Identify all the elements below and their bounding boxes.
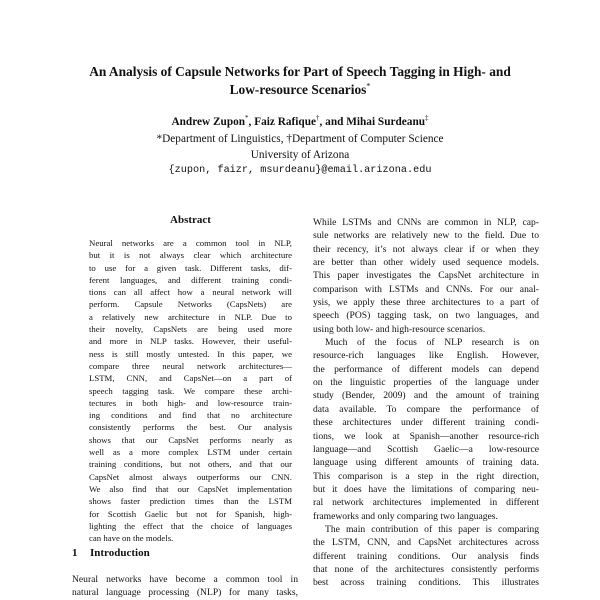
body-text-line: sule networks are relatively new to the field. Due to — [313, 230, 539, 242]
body-text-line: comparison with LSTMs and CNNs. For our anal- — [313, 283, 539, 295]
body-text-line: The main contribution of this paper is comparing — [325, 523, 539, 535]
body-text-line: the performance of different models can depend — [313, 363, 539, 375]
affiliation-line-1: *Department of Linguistics, †Department of Computer Science — [156, 133, 444, 145]
abstract-text-line: well as a more complex LSTM under certain — [89, 447, 292, 458]
section-number: 1 — [72, 547, 78, 559]
section-title: Introduction — [90, 547, 150, 559]
author-separator-1: , — [248, 116, 255, 128]
author-emails: {zupon, faizr, msurdeanu}@email.arizona.edu — [168, 165, 432, 176]
author-3-mark: ‡ — [425, 114, 429, 123]
affiliations — [60, 131, 540, 179]
body-text-line: are better than other widely used sequence models. — [313, 257, 539, 269]
abstract-heading: Abstract — [170, 214, 211, 226]
abstract-text-line: ness is still mostly untested. In this paper, we — [89, 348, 292, 359]
body-text-line: ral network architectures implemented in different — [313, 497, 539, 509]
abstract-text-line: tions can all affect how a neural network will — [89, 287, 292, 298]
abstract-text-line: speech tagging task. We compare these archi- — [89, 385, 292, 396]
abstract-text-line: shows that our CapsNet performs nearly as — [89, 434, 292, 445]
abstract-text-line: perform. Capsule Networks (CapsNets) are — [89, 299, 292, 310]
body-text-line: different training conditions. Our analysis finds — [313, 550, 539, 562]
body-text-line: While LSTMs and CNNs are common in NLP, cap- — [313, 217, 539, 228]
abstract-text-line: tectures in both high- and low-resource train- — [89, 397, 292, 408]
abstract-text-line: their novelty, CapsNets are being used more — [89, 324, 292, 335]
affiliation-line-2: University of Arizona — [250, 149, 350, 161]
abstract-text-line: ing conditions and find that no architecture — [89, 410, 292, 421]
author-2: Faiz Rafique — [254, 116, 317, 128]
abstract-text-line: ferent languages, and different training condi- — [89, 274, 292, 285]
body-text-line: data available. To compare the performance of — [313, 403, 539, 415]
abstract-body — [89, 237, 292, 544]
title-line-2-text: Low-resource Scenarios — [229, 82, 367, 97]
abstract-text-line: a relatively new architecture in NLP. Due to — [89, 311, 292, 322]
author-1: Andrew Zupon — [171, 116, 246, 128]
abstract-text-line: lighting the effect that the choice of languages — [89, 520, 292, 531]
body-text-line: frameworks and only comparing two languages. — [313, 510, 498, 522]
introduction-body — [72, 573, 298, 600]
section-heading-introduction — [72, 547, 150, 559]
body-text-line: Much of the focus of NLP research is on — [325, 337, 539, 349]
title-footnote-mark: * — [366, 81, 371, 91]
body-text-line: these architectures under different training condi- — [313, 417, 539, 429]
body-text-line: This comparison is a step in the right direction, — [313, 470, 539, 482]
title-line-1: An Analysis of Capsule Networks for Part of Speech Tagging in High- and — [89, 64, 511, 79]
abstract-text-line: LSTM, CNN, and CapsNet—on a part of — [89, 373, 292, 384]
abstract-text-line: compare three neural network architectures— — [89, 360, 292, 371]
body-text-line: on the linguistic properties of the language under — [313, 377, 539, 389]
author-separator-2: , and — [319, 116, 347, 128]
abstract-text-line: training conditions, but not others, and that our — [89, 459, 292, 470]
author-3: Mihai Surdeanu — [346, 116, 426, 128]
abstract-text-line: for Scottish Gaelic but not for Spanish, high- — [89, 508, 292, 519]
body-text-line: but it does have the limitations of comparing neu- — [313, 483, 539, 495]
author-1-mark: * — [245, 114, 249, 123]
body-text-line: the LSTM, CNN, and CapsNet architectures across — [313, 537, 539, 549]
title-line-2 — [60, 81, 540, 99]
abstract-text-line: Neural networks are a common tool in NLP, — [89, 238, 292, 248]
author-list — [60, 115, 540, 129]
abstract-text-line: We also find that our CapsNet implementation — [89, 483, 292, 494]
abstract-text-line: can have on the models. — [89, 533, 174, 544]
abstract-text-line: but it is not always clear which architecture — [89, 250, 292, 261]
paper-title — [60, 63, 540, 99]
abstract-text-line: and more in NLP tasks. However, their useful- — [89, 336, 292, 347]
intro-text-line: Neural networks have become a common tool in — [72, 574, 298, 585]
author-2-mark: † — [316, 114, 320, 123]
body-text-line: best across training conditions. This illustrates — [313, 577, 539, 589]
abstract-text-line: consistently performs the best. Our analysis — [89, 422, 292, 433]
body-text-line: speech (POS) tagging task, on two languages, and — [313, 310, 539, 322]
abstract-text-line: CapsNet almost always outperforms our CNN. — [89, 471, 292, 482]
body-text-line: This paper investigates the CapsNet architecture in — [313, 270, 539, 282]
body-text-line: ysis, we apply these three architectures to a part of — [313, 297, 539, 309]
right-column-body — [313, 216, 539, 590]
abstract-text-line: to use for a given task. Different tasks, dif- — [89, 262, 292, 273]
body-text-line: language—and Scottish Gaelic—a low-resource — [313, 443, 539, 455]
body-text-line: that none of the architectures consistently performs — [313, 563, 539, 575]
body-text-line: their recency, it’s not always clear if or when they — [313, 243, 539, 255]
intro-text-line: natural language processing (NLP) for many tasks, — [72, 587, 298, 599]
body-text-line: using both low- and high-resource scenarios. — [313, 323, 486, 335]
body-text-line: study (Bender, 2009) and the amount of training — [313, 390, 539, 402]
body-text-line: language using different amounts of training data. — [313, 457, 539, 469]
body-text-line: tions, we look at Spanish—another resource-rich — [313, 430, 539, 442]
abstract-text-line: shows faster prediction times than the LSTM — [89, 496, 292, 507]
body-text-line: resource-rich languages like English. However, — [313, 350, 539, 362]
